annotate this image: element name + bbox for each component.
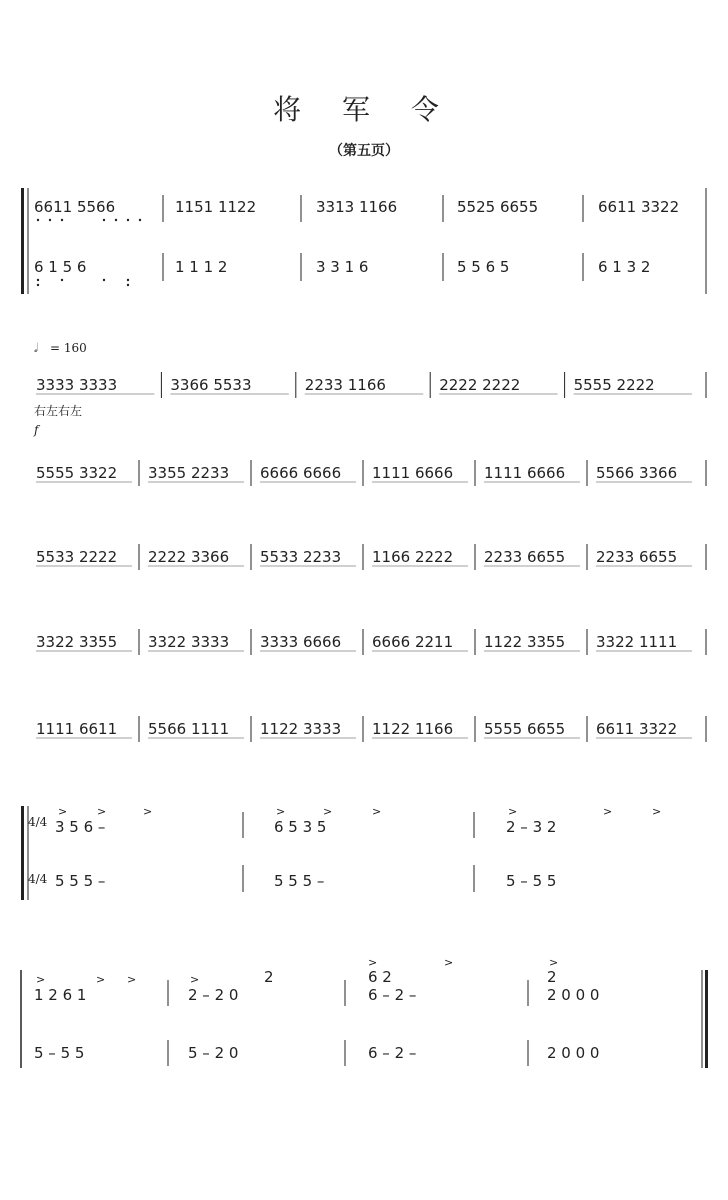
sys3-upper-m2: 2 – 2 0 <box>188 986 239 1004</box>
page-subtitle: （第五页） <box>329 143 399 159</box>
svg-text:>: > <box>603 805 613 818</box>
page-title: 将 军 令 <box>273 93 455 126</box>
row5-measure: 5566 1111 <box>148 720 230 738</box>
row3-measure: 1166 2222 <box>372 548 454 566</box>
svg-text:>: > <box>58 805 68 818</box>
row2-measure: 1111 6666 <box>484 464 566 482</box>
row1-measure: 2233 1166 <box>304 376 386 394</box>
row3-measure: 5533 2233 <box>260 548 342 566</box>
row2-measure: 1111 6666 <box>372 464 454 482</box>
row4-measure: 3322 3355 <box>36 633 118 651</box>
sys3-upper-m4: 2 0 0 0 <box>547 986 600 1004</box>
row5-measure: 6611 3322 <box>596 720 678 738</box>
svg-text:>: > <box>508 805 518 818</box>
sys2-time-sig-lower: 4/4 <box>28 872 48 886</box>
svg-text:>: > <box>190 973 200 986</box>
svg-text:>: > <box>127 973 137 986</box>
sys1-upper-m1: 6611 5566 <box>34 198 116 216</box>
row1-measure: 5555 2222 <box>573 376 655 394</box>
row5-measure: 5555 6655 <box>484 720 566 738</box>
sys3-upper-top-m4: 2 <box>547 968 557 986</box>
dynamic-mark: f <box>34 423 39 437</box>
svg-text:>: > <box>143 805 153 818</box>
svg-text:>: > <box>444 956 454 969</box>
row2-measure: 3355 2233 <box>148 464 230 482</box>
row5-measure: 1122 3333 <box>260 720 342 738</box>
svg-text:>: > <box>323 805 333 818</box>
sys3-upper-top-m2: 2 <box>264 968 274 986</box>
sys3-accents <box>36 956 558 986</box>
row3-measure: 2222 3366 <box>148 548 230 566</box>
row3-measure: 2233 6655 <box>484 548 566 566</box>
svg-text:>: > <box>276 805 286 818</box>
row4-measure: 1122 3355 <box>484 633 566 651</box>
system3-final-thick <box>705 970 708 1068</box>
row2-measure: 6666 6666 <box>260 464 342 482</box>
sys1-lower-m5: 6 1 3 2 <box>598 258 651 276</box>
system1-octave-dots <box>37 219 141 286</box>
sys3-upper-m1: 1 2 6 1 <box>34 986 87 1004</box>
sys2-accents <box>58 805 661 818</box>
svg-text:>: > <box>368 956 378 969</box>
row3-measure: 5533 2222 <box>36 548 118 566</box>
row5-measure: 1122 1166 <box>372 720 454 738</box>
system1-bracket-thick <box>21 188 24 294</box>
row3-measure: 2233 6655 <box>596 548 678 566</box>
sys1-upper-m2: 1151 1122 <box>175 198 257 216</box>
svg-text:>: > <box>36 973 46 986</box>
sys3-lower-m4: 2 0 0 0 <box>547 1044 600 1062</box>
sys3-lower-m1: 5 – 5 5 <box>34 1044 85 1062</box>
sys2-lower-m3: 5 – 5 5 <box>506 872 557 890</box>
svg-text:>: > <box>652 805 662 818</box>
svg-text:>: > <box>549 956 559 969</box>
sys1-lower-m4: 5 5 6 5 <box>457 258 510 276</box>
melody-rows <box>36 372 706 742</box>
sys2-lower-m2: 5 5 5 – <box>274 872 325 890</box>
tempo-note-icon: 𝅗𝅥 <box>34 341 38 355</box>
row1-measure: 3366 5533 <box>170 376 252 394</box>
sys1-lower-m3: 3 3 1 6 <box>316 258 369 276</box>
row4-measure: 3322 1111 <box>596 633 678 651</box>
sys2-upper-m3: 2 – 3 2 <box>506 818 557 836</box>
sys2-upper-m1: 3 5 6 – <box>55 818 106 836</box>
row4-measure: 3322 3333 <box>148 633 230 651</box>
sys1-upper-m4: 5525 6655 <box>457 198 539 216</box>
sys1-lower-m2: 1 1 1 2 <box>175 258 228 276</box>
row2-measure: 5555 3322 <box>36 464 118 482</box>
sys1-upper-m5: 6611 3322 <box>598 198 680 216</box>
hands-annotation: 右左右左 <box>34 404 83 418</box>
row1-measure: 2222 2222 <box>439 376 521 394</box>
row5-measure: 1111 6611 <box>36 720 118 738</box>
tempo-value: = 160 <box>50 341 87 355</box>
sys1-upper-m3: 3313 1166 <box>316 198 398 216</box>
sys3-upper-top-m3: 6 2 <box>368 968 392 986</box>
system2-bracket-thick <box>21 806 24 900</box>
sys2-time-sig-upper: 4/4 <box>28 815 48 829</box>
sys1-lower-m1: 6 1 5 6 <box>34 258 87 276</box>
svg-text:>: > <box>96 973 106 986</box>
row4-measure: 3333 6666 <box>260 633 342 651</box>
sys3-upper-m3: 6 – 2 – <box>368 986 417 1004</box>
svg-text:>: > <box>372 805 382 818</box>
sys3-lower-m3: 6 – 2 – <box>368 1044 417 1062</box>
svg-text:>: > <box>97 805 107 818</box>
sys3-lower-m2: 5 – 2 0 <box>188 1044 239 1062</box>
sys2-upper-m2: 6 5 3 5 <box>274 818 327 836</box>
row2-measure: 5566 3366 <box>596 464 678 482</box>
sys2-lower-m1: 5 5 5 – <box>55 872 106 890</box>
row1-measure: 3333 3333 <box>36 376 118 394</box>
row4-measure: 6666 2211 <box>372 633 454 651</box>
